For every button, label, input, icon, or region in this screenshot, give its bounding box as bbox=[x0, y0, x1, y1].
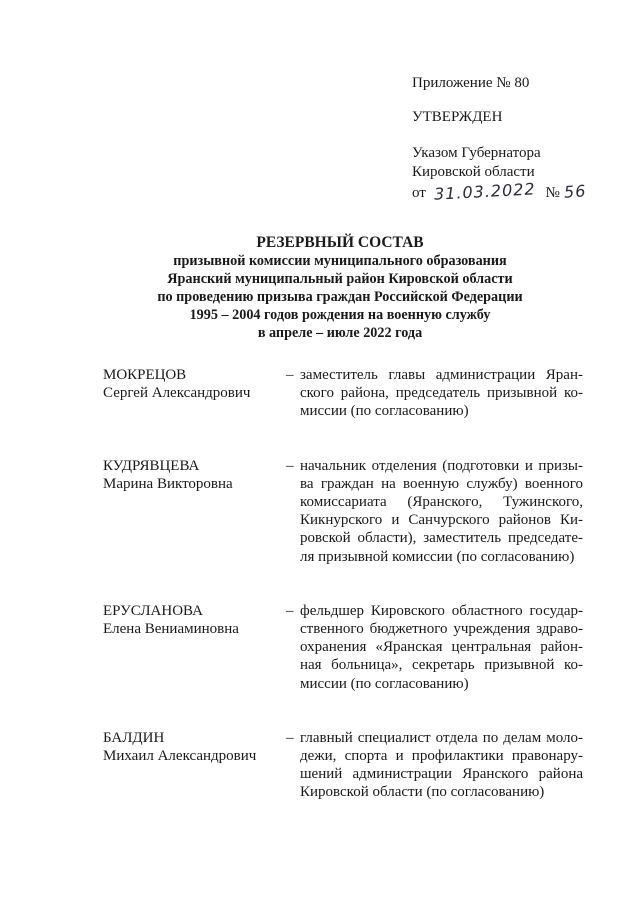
member-name bbox=[103, 729, 283, 765]
handwritten-number: 56 bbox=[563, 181, 587, 202]
member-role: главный специалист отдела по делам молодежи, спорта и профилактики правонарушений администрации Яранского района Кировской области (по согласованию) bbox=[300, 729, 583, 801]
member-given-name: Сергей Александрович bbox=[103, 385, 251, 402]
member-surname: ЕРУСЛАНОВА bbox=[103, 602, 203, 619]
member-entry bbox=[103, 602, 583, 693]
title-line-2: Яранский муниципальный район Кировской области bbox=[167, 271, 513, 287]
number-label: № bbox=[545, 185, 560, 201]
title-line-4: 1995 – 2004 годов рождения на военную службу bbox=[189, 307, 491, 323]
title-line-1: призывной комиссии муниципального образования bbox=[173, 253, 507, 269]
member-surname: КУДРЯВЦЕВА bbox=[103, 457, 200, 474]
document-title bbox=[40, 234, 631, 342]
member-given-name: Марина Викторовна bbox=[103, 475, 233, 492]
member-entry bbox=[103, 457, 583, 566]
decree-line-1: Указом Губернатора bbox=[412, 145, 541, 161]
member-dash: – bbox=[286, 602, 294, 619]
member-name bbox=[103, 602, 283, 638]
member-role: фельдшер Кировского областного государственного бюджетного учреждения здравоохранения «Яранская центральная районная больница», секретарь призывной комиссии (по согласованию) bbox=[300, 602, 583, 692]
member-dash: – bbox=[286, 367, 294, 383]
member-name bbox=[103, 457, 283, 493]
title-line-5: в апреле – июле 2022 года bbox=[257, 325, 423, 341]
from-label: от bbox=[412, 185, 426, 201]
member-entry bbox=[103, 729, 583, 802]
member-list bbox=[103, 366, 583, 838]
member-role: заместитель главы администрации Яранского района, председатель призывной комиссии (по согласованию) bbox=[300, 367, 583, 420]
approval-block bbox=[412, 74, 612, 203]
approved-heading: УТВЕРЖДЕН bbox=[412, 109, 503, 125]
member-dash: – bbox=[286, 729, 294, 746]
member-name bbox=[103, 366, 283, 402]
member-role: начальник отделения (подготовки и призыва граждан на военную службу) военного комиссариата (Яранского, Тужинского, Кикнурского и Санчурского районов Кировской области), заместитель председателя призывной комиссии (по согласованию) bbox=[300, 457, 583, 565]
member-entry bbox=[103, 366, 583, 421]
title-line-3: по проведению призыва граждан Российской Федерации bbox=[157, 289, 523, 305]
decree-line-2: Кировской области bbox=[412, 164, 535, 180]
appendix-number: Приложение № 80 bbox=[412, 75, 530, 91]
title-main: РЕЗЕРВНЫЙ СОСТАВ bbox=[256, 234, 424, 251]
member-given-name: Елена Вениаминовна bbox=[103, 621, 239, 638]
member-dash: – bbox=[286, 457, 294, 474]
member-surname: БАЛДИН bbox=[103, 729, 165, 746]
decree-date-line bbox=[412, 179, 612, 204]
handwritten-date: 31.03.2022 bbox=[433, 179, 536, 204]
member-surname: МОКРЕЦОВ bbox=[103, 367, 187, 383]
member-given-name: Михаил Александрович bbox=[103, 748, 257, 765]
